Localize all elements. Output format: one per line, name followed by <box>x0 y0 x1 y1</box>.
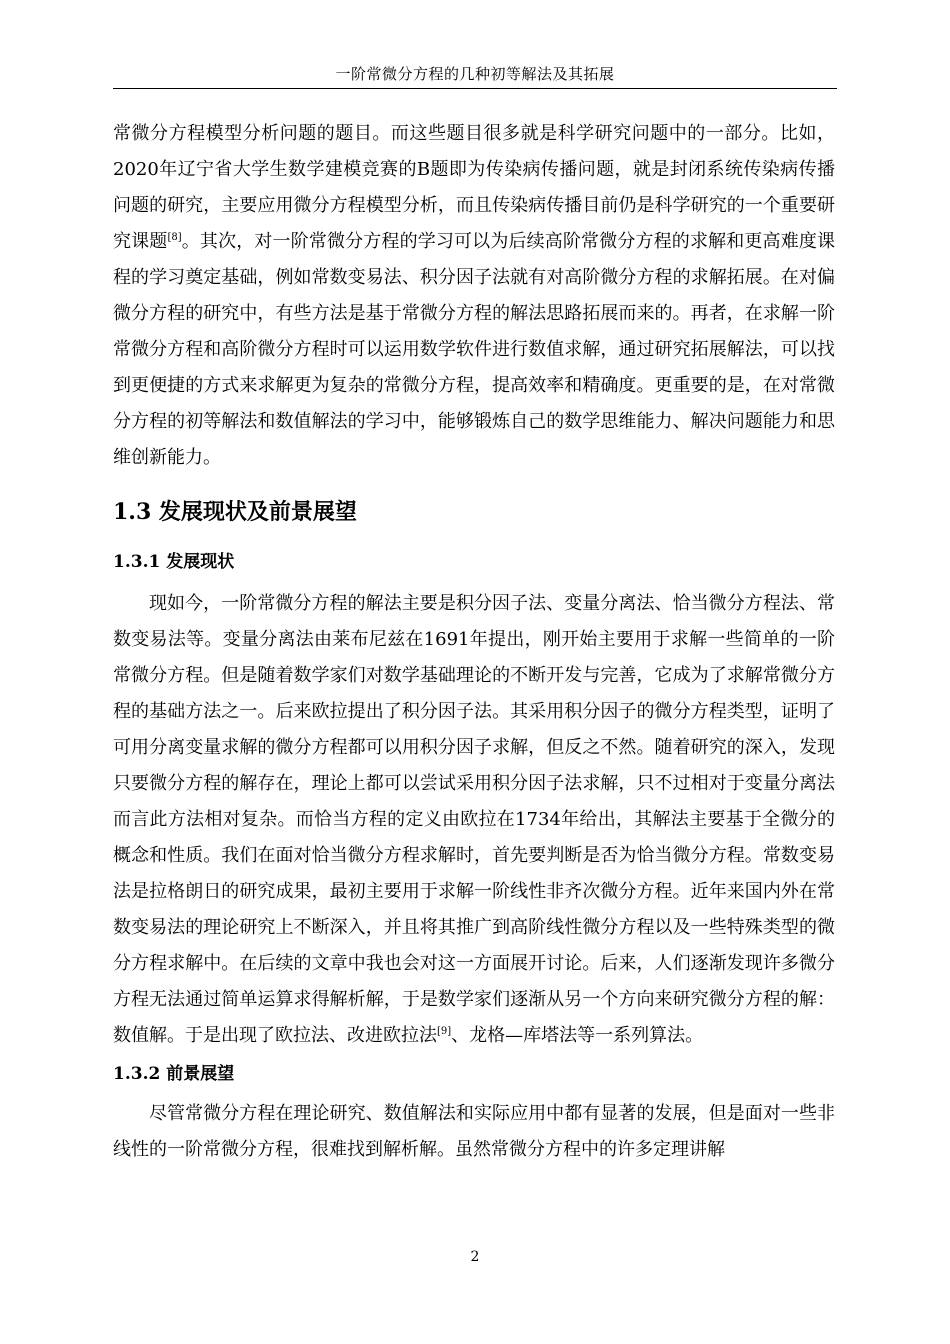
page-content <box>113 116 835 1168</box>
subsection-heading-1-3-2: 1.3.2 前景展望 <box>113 1064 235 1084</box>
paragraph-outlook: 尽管常微分方程在理论研究、数值解法和实际应用中都有显著的发展，但是面对一些非线性的一阶常微分方程，很难找到解析解。虽然常微分方程中的许多定理讲解 <box>113 1103 835 1160</box>
page-number: 2 <box>470 1249 480 1265</box>
section-heading-1-3: 1.3 发展现状及前景展望 <box>113 499 357 525</box>
paragraph-text: 。其次，对一阶常微分方程的学习可以为后续高阶常微分方程的求解和更高难度课程的学习奠定基础，例如常数变易法、积分因子法就有对高阶微分方程的求解拓展。在对偏微分方程的研究中，有些方法是基于常微分方程的解法思路拓展而来的。再者，在求解一阶常微分方程和高阶微分方程时可以运用数学软件进行数值求解，通过研究拓展解法，可以找到更便捷的方式来求解更为复杂的常微分方程，提高效率和精确度。更重要的是，在对常微分方程的初等解法和数值解法的学习中，能够锻炼自己的数学思维能力、解决问题能力和思维创新能力。 <box>113 231 836 468</box>
subsection-heading-1-3-1: 1.3.1 发展现状 <box>113 552 235 572</box>
running-header: 一阶常微分方程的几种初等解法及其拓展 <box>335 65 615 83</box>
header-rule <box>113 88 837 89</box>
citation-ref: [9] <box>437 1026 452 1037</box>
paragraph-text: 常微分方程模型分析问题的题目。而这些题目很多就是科学研究问题中的一部分。比如，2020年辽宁省大学生数学建模竞赛的B题即为传染病传播问题，就是封闭系统传染病传播问题的研究，主要应用微分方程模型分析，而且传染病传播目前仍是科学研究的一个重要研究课题 <box>113 123 835 252</box>
paragraph-text: 现如今，一阶常微分方程的解法主要是积分因子法、变量分离法、恰当微分方程法、常数变易法等。变量分离法由莱布尼兹在1691年提出，刚开始主要用于求解一些简单的一阶常微分方程。但是随着数学家们对数学基础理论的不断开发与完善，它成为了求解常微分方程的基础方法之一。后来欧拉提出了积分因子法。其采用积分因子的微分方程类型，证明了可用分离变量求解的微分方程都可以用积分因子求解，但反之不然。随着研究的深入，发现只要微分方程的解存在，理论上都可以尝试采用积分因子法求解，只不过相对于变量分离法而言此方法相对复杂。而恰当方程的定义由欧拉在1734年给出，其解法主要基于全微分的概念和性质。我们在面对恰当微分方程求解时，首先要判断是否为恰当微分方程。常数变易法是拉格朗日的研究成果，最初主要用于求解一阶线性非齐次微分方程。近年来国内外在常数变易法的理论研究上不断深入，并且将其推广到高阶线性微分方程以及一些特殊类型的微分方程求解中。在后续的文章中我也会对这一方面展开讨论。后来，人们逐渐发现许多微分方程无法通过简单运算求得解析解，于是数学家们逐渐从另一个方向来研究微分方程的解：数值解。于是出现了欧拉法、改进欧拉法 <box>113 593 835 1046</box>
paragraph-significance <box>113 116 835 476</box>
paragraph-text: 、龙格—库塔法等一系列算法。 <box>451 1025 704 1046</box>
citation-ref: [8] <box>167 232 182 243</box>
paragraph-current-status <box>113 586 835 1054</box>
